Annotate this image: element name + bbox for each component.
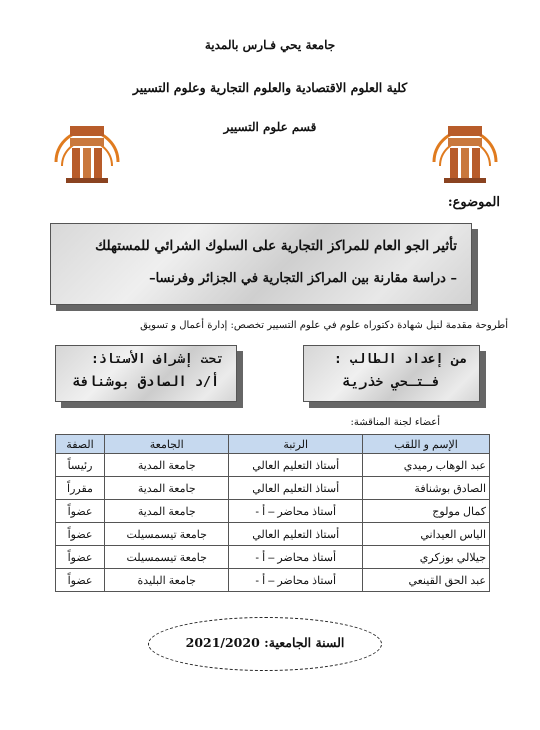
table-row xyxy=(56,500,490,523)
member-name: الصادق بوشنافة xyxy=(362,477,489,500)
column-header: الرتبة xyxy=(229,435,363,454)
member-role: رئيساً xyxy=(56,454,105,477)
member-rank: أستاذ محاضر – أ - xyxy=(229,546,363,569)
title-box xyxy=(50,223,472,305)
university-logo-icon xyxy=(52,120,122,190)
academic-year: السنة الجامعية: 2021/2020 xyxy=(185,635,345,650)
member-role: عضواً xyxy=(56,569,105,592)
member-name: كمال مولوج xyxy=(362,500,489,523)
department-name: قسم علوم التسيير xyxy=(223,120,317,134)
table-row xyxy=(56,569,490,592)
column-header: الصفة xyxy=(56,435,105,454)
committee-label: أعضاء لجنة المناقشة: xyxy=(350,417,440,428)
member-rank: أستاذ التعليم العالي xyxy=(229,454,363,477)
member-name: عبد الحق القينعي xyxy=(362,569,489,592)
student-name: فـتـحي خذرية xyxy=(342,374,441,390)
member-role: عضواً xyxy=(56,523,105,546)
member-university: جامعة البليدة xyxy=(105,569,229,592)
thesis-note: أطروحة مقدمة لنيل شهادة دكتوراه علوم في علوم التسيير تخصص: إدارة أعمال و تسويق xyxy=(140,320,508,331)
member-rank: أستاذ محاضر – أ - xyxy=(229,569,363,592)
member-university: جامعة المدية xyxy=(105,500,229,523)
column-header: الجامعة xyxy=(105,435,229,454)
member-name: جيلالي بوزكري xyxy=(362,546,489,569)
member-university: جامعة تيسمسيلت xyxy=(105,523,229,546)
subject-label: الموضوع: xyxy=(447,195,500,210)
member-rank: أستاذ التعليم العالي xyxy=(229,477,363,500)
academic-year-oval xyxy=(148,617,382,671)
member-university: جامعة المدية xyxy=(105,477,229,500)
table-row xyxy=(56,477,490,500)
member-rank: أستاذ محاضر – أ - xyxy=(229,500,363,523)
university-logo-icon xyxy=(430,120,500,190)
prepared-by-label: من إعداد الطالب : xyxy=(333,352,467,367)
table-row xyxy=(56,454,490,477)
committee-table xyxy=(55,434,490,592)
member-rank: أستاذ التعليم العالي xyxy=(229,523,363,546)
thesis-title: تأثير الجو العام للمراكز التجارية على السلوك الشرائي للمستهلك xyxy=(95,238,457,254)
prepared-by-box xyxy=(303,345,480,402)
faculty-name: كلية العلوم الاقتصادية والعلوم التجارية وعلوم التسيير xyxy=(132,80,408,95)
table-header-row xyxy=(56,435,490,454)
member-name: الياس العيداني xyxy=(362,523,489,546)
table-row xyxy=(56,523,490,546)
supervisor-label: تحت إشراف الأستاذ: xyxy=(90,352,224,367)
member-role: عضواً xyxy=(56,546,105,569)
table-row xyxy=(56,546,490,569)
member-role: عضواً xyxy=(56,500,105,523)
member-university: جامعة المدية xyxy=(105,454,229,477)
member-name: عبد الوهاب رميدي xyxy=(362,454,489,477)
member-role: مقرراً xyxy=(56,477,105,500)
university-name: جامعة يحي فـارس بالمدية xyxy=(204,38,336,52)
supervisor-name: أ/د الصادق بوشنافة xyxy=(72,374,220,390)
thesis-subtitle: – دراسة مقارنة بين المراكز التجارية في الجزائر وفرنسا– xyxy=(149,271,457,286)
member-university: جامعة تيسمسيلت xyxy=(105,546,229,569)
column-header: الإسم و اللقب xyxy=(362,435,489,454)
supervisor-box xyxy=(55,345,237,402)
